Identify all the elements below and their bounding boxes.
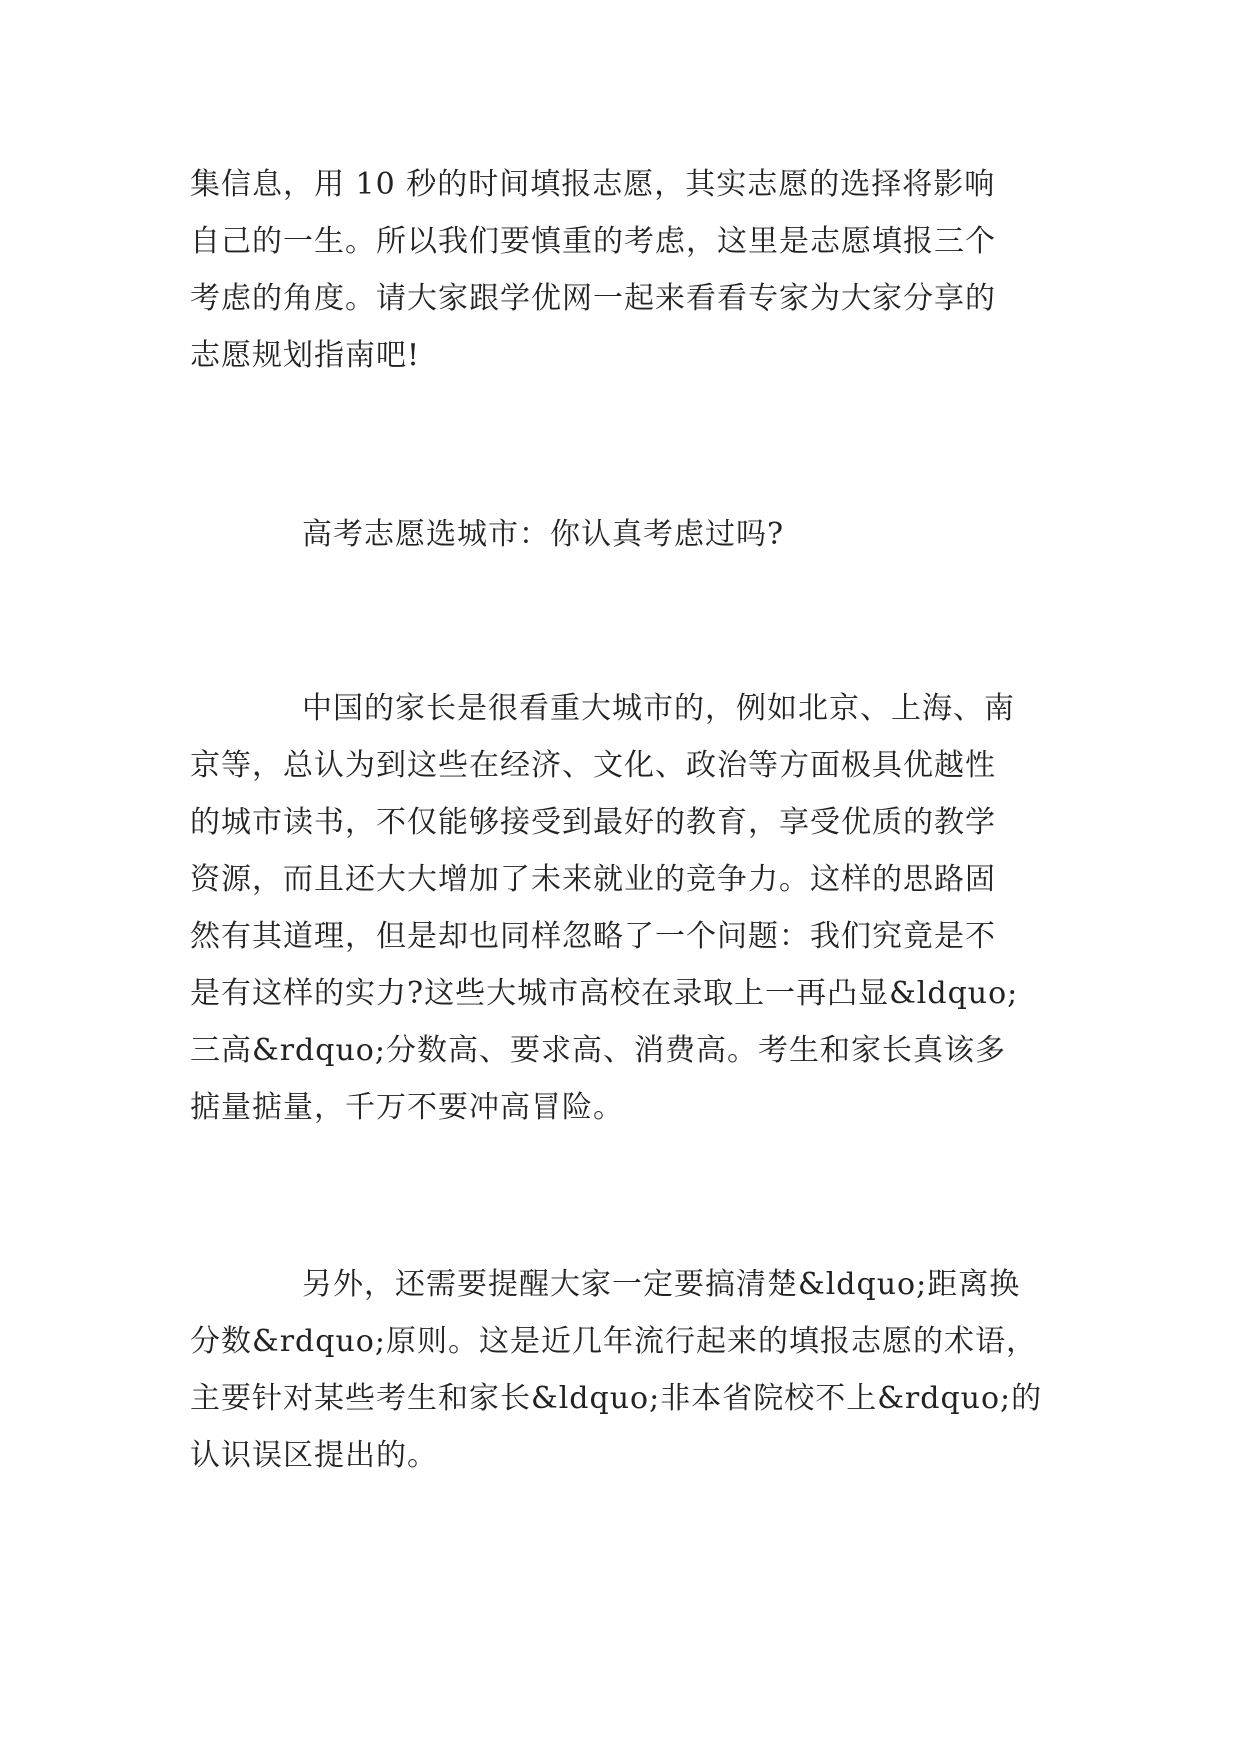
paragraph-line: 考虑的角度。请大家跟学优网一起来看看专家为大家分享的 (190, 281, 996, 316)
paragraph-line: 是有这样的实力?这些大城市高校在录取上一再凸显&ldquo; (190, 976, 1019, 1011)
paragraph-line: 志愿规划指南吧! (190, 338, 421, 373)
paragraph-line: 主要针对某些考生和家长&ldquo;非本省院校不上&rdquo;的 (190, 1381, 1043, 1416)
paragraph-line: 分数&rdquo;原则。这是近几年流行起来的填报志愿的术语， (190, 1324, 1037, 1359)
paragraph-line: 三高&rdquo;分数高、要求高、消费高。考生和家长真该多 (190, 1033, 1006, 1068)
paragraph-line: 然有其道理，但是却也同样忽略了一个问题：我们究竟是不 (190, 919, 996, 954)
section-heading (190, 506, 1070, 563)
paragraph-line: 的城市读书，不仅能够接受到最好的教育，享受优质的教学 (190, 805, 996, 840)
paragraph-line: 认识误区提出的。 (190, 1438, 438, 1473)
paragraph-line: 中国的家长是很看重大城市的，例如北京、上海、南 (302, 691, 1015, 726)
paragraph-distance (190, 1256, 1070, 1484)
paragraph-line: 京等，总认为到这些在经济、文化、政治等方面极具优越性 (190, 748, 996, 783)
paragraph-cities (190, 680, 1070, 1136)
paragraph-line: 集信息，用 10 秒的时间填报志愿，其实志愿的选择将影响 (190, 167, 996, 202)
paragraph-line: 资源，而且还大大增加了未来就业的竞争力。这样的思路固 (190, 862, 996, 897)
section-heading-text: 高考志愿选城市：你认真考虑过吗? (302, 517, 785, 552)
paragraph-line: 另外，还需要提醒大家一定要搞清楚&ldquo;距离换 (302, 1267, 1021, 1302)
paragraph-line: 自己的一生。所以我们要慎重的考虑，这里是志愿填报三个 (190, 224, 996, 259)
paragraph-line: 掂量掂量，千万不要冲高冒险。 (190, 1090, 624, 1125)
intro-paragraph (190, 156, 1070, 384)
